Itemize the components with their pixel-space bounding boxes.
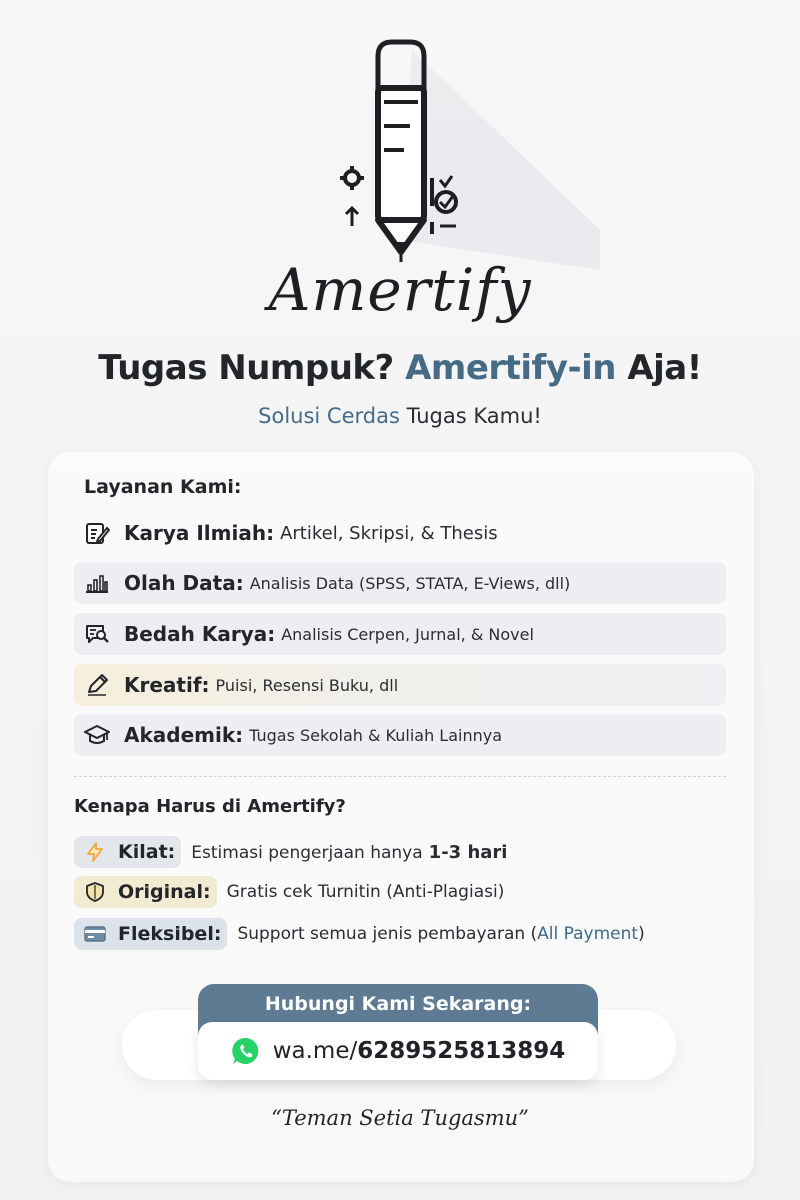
all-payment-link: All Payment [537, 924, 639, 944]
why-pill [74, 876, 217, 908]
whatsapp-link-number: 6289525813894 [357, 1038, 566, 1064]
service-desc: Tugas Sekolah & Kuliah Lainnya [249, 725, 503, 745]
service-desc: Puisi, Resensi Buku, dll [215, 675, 399, 695]
whatsapp-contact-button[interactable] [198, 1022, 598, 1080]
service-name: Bedah Karya: [124, 622, 276, 646]
headline-part1: Tugas Numpuk? [98, 348, 394, 388]
subheadline [0, 404, 800, 428]
lightning-icon [84, 841, 106, 863]
why-desc-text: Estimasi pengerjaan hanya [191, 842, 423, 863]
contact-heading: Hubungi Kami Sekarang: [198, 984, 598, 1036]
why-name: Kilat: [118, 841, 176, 863]
service-name: Kreatif: [124, 673, 210, 697]
why-desc [191, 842, 507, 863]
service-name: Olah Data: [124, 571, 244, 595]
document-edit-icon [84, 520, 110, 546]
pencil-icon [84, 672, 110, 698]
headline-part2: Aja! [627, 348, 702, 388]
whatsapp-link-prefix: wa.me/ [272, 1038, 358, 1064]
why-desc-after: ) [638, 924, 645, 944]
why-desc: Gratis cek Turnitin (Anti-Plagiasi) [226, 882, 505, 902]
services-title: Layanan Kami: [84, 476, 242, 498]
service-name: Akademik: [124, 723, 244, 747]
why-name: Original: [118, 881, 211, 903]
chat-search-icon [84, 621, 110, 647]
brand-name: Amertify [268, 256, 532, 324]
why-desc-before: Support semua jenis pembayaran ( [237, 924, 538, 944]
service-item-akademik [74, 714, 726, 756]
whatsapp-link[interactable] [273, 1038, 566, 1064]
why-name: Fleksibel: [118, 923, 222, 945]
service-name: Karya Ilmiah: [124, 521, 275, 545]
graduation-cap-icon [84, 722, 110, 748]
why-desc [237, 924, 644, 944]
why-item-kilat [74, 835, 507, 869]
subheadline-rest: Tugas Kamu! [406, 404, 542, 428]
why-pill [74, 836, 181, 868]
service-item-karya-ilmiah [74, 512, 726, 554]
service-desc: Analisis Cerpen, Jurnal, & Novel [281, 624, 534, 644]
why-item-fleksibel [74, 917, 645, 951]
whatsapp-icon [231, 1036, 261, 1066]
headline [0, 348, 800, 388]
bar-chart-icon [84, 570, 110, 596]
divider [74, 776, 726, 777]
service-item-kreatif [74, 664, 726, 706]
logo [0, 30, 800, 330]
why-item-original [74, 875, 504, 909]
why-title: Kenapa Harus di Amertify? [74, 796, 346, 817]
service-desc: Artikel, Skripsi, & Thesis [280, 522, 498, 544]
headline-accent: Amertify-in [405, 348, 616, 388]
shield-icon [84, 881, 106, 903]
why-pill [74, 918, 227, 950]
credit-card-icon [84, 923, 106, 945]
service-item-bedah-karya [74, 613, 726, 655]
service-item-olah-data [74, 562, 726, 604]
subheadline-accent: Solusi Cerdas [258, 404, 400, 428]
service-desc: Analisis Data (SPSS, STATA, E-Views, dll) [249, 573, 571, 593]
tagline: “Teman Setia Tugasmu” [271, 1106, 529, 1130]
why-desc-emphasis: 1-3 hari [428, 841, 508, 863]
